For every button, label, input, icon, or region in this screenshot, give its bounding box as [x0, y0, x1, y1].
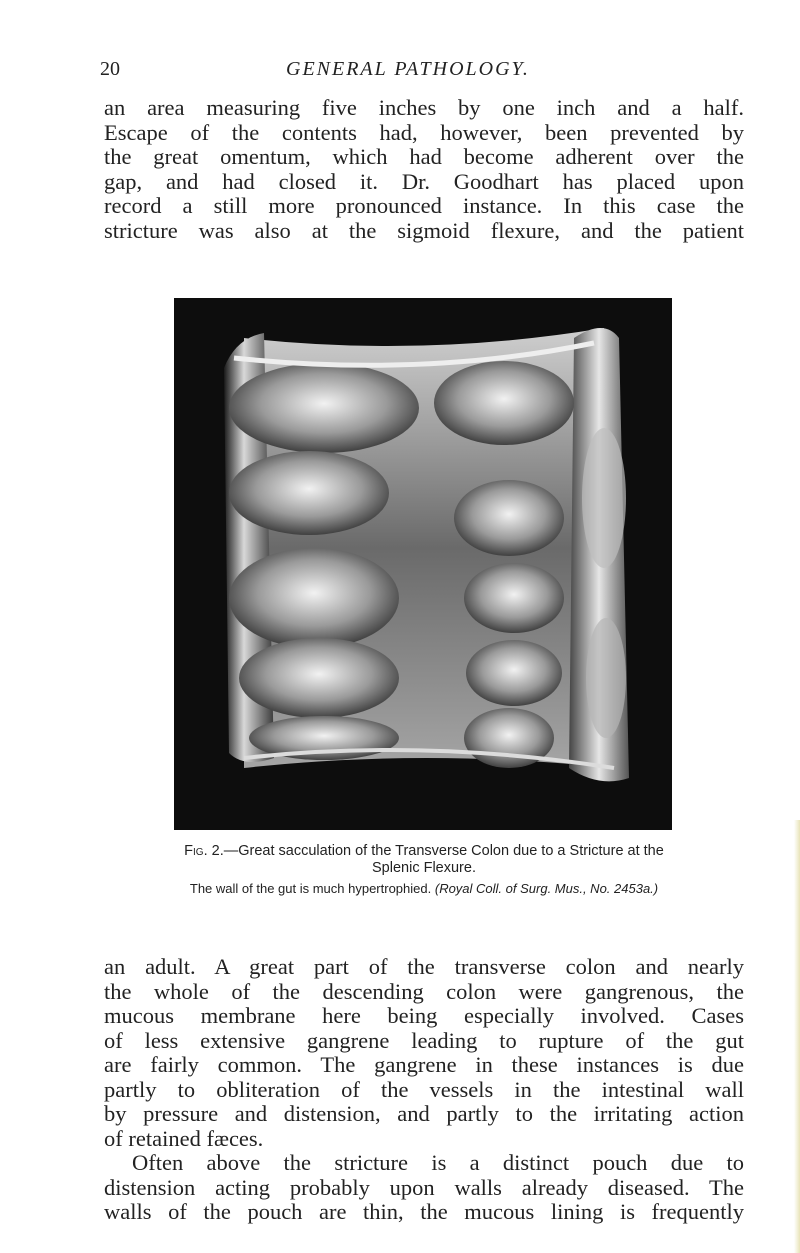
paragraph-bottom: [104, 955, 744, 1225]
figure-note-text: The wall of the gut is much hypertrophied.: [189, 881, 432, 896]
figure-caption: [104, 843, 744, 877]
figure-note-source: (Royal Coll. of Surg. Mus., No. 2453a.): [434, 881, 659, 896]
text-line: stricture was also at the sigmoid flexure, and the patient: [104, 217, 744, 243]
page-edge: [794, 820, 800, 1253]
colon-illustration: [174, 298, 672, 830]
text-line: walls of the pouch are thin, the mucous lining is frequently: [104, 1199, 744, 1224]
text-line: of retained fæces.: [104, 1125, 264, 1151]
text-line: by pressure and distension, and partly to the irritating action: [104, 1101, 744, 1126]
text-line: are fairly common. The gangrene in these instances is due: [104, 1052, 744, 1077]
figure-colon-photograph: [174, 298, 672, 830]
text-line: mucous membrane here being especially involved. Cases: [104, 1003, 744, 1028]
caption-text-line1: —Great sacculation of the Transverse Colon due to a Stricture at the: [223, 843, 664, 859]
text-line: the great omentum, which had become adherent over the: [104, 144, 744, 169]
text-line: an area measuring five inches by one inch and a half.: [104, 95, 744, 120]
text-line: gap, and had closed it. Dr. Goodhart has placed upon: [104, 168, 744, 194]
text-line: of less extensive gangrene leading to rupture of the gut: [104, 1027, 744, 1053]
running-title: GENERAL PATHOLOGY.: [286, 58, 530, 80]
text-line: Escape of the contents had, however, been prevented by: [104, 119, 744, 145]
text-line: Often above the stricture is a distinct pouch due to: [132, 1150, 744, 1175]
page-number: 20: [100, 58, 120, 80]
paragraph-top: [104, 96, 744, 243]
caption-text-line2: Splenic Flexure.: [372, 860, 476, 876]
page-header: [0, 58, 800, 88]
text-line: partly to obliteration of the vessels in the intestinal wall: [104, 1076, 744, 1102]
figure-note: [104, 881, 744, 897]
text-line: an adult. A great part of the transverse colon and nearly: [104, 954, 744, 979]
text-line: distension acting probably upon walls already diseased. The: [104, 1174, 744, 1200]
figure-label: Fig. 2.: [184, 843, 224, 859]
text-line: record a still more pronounced instance. In this case the: [104, 193, 744, 218]
text-line: the whole of the descending colon were gangrenous, the: [104, 978, 744, 1004]
